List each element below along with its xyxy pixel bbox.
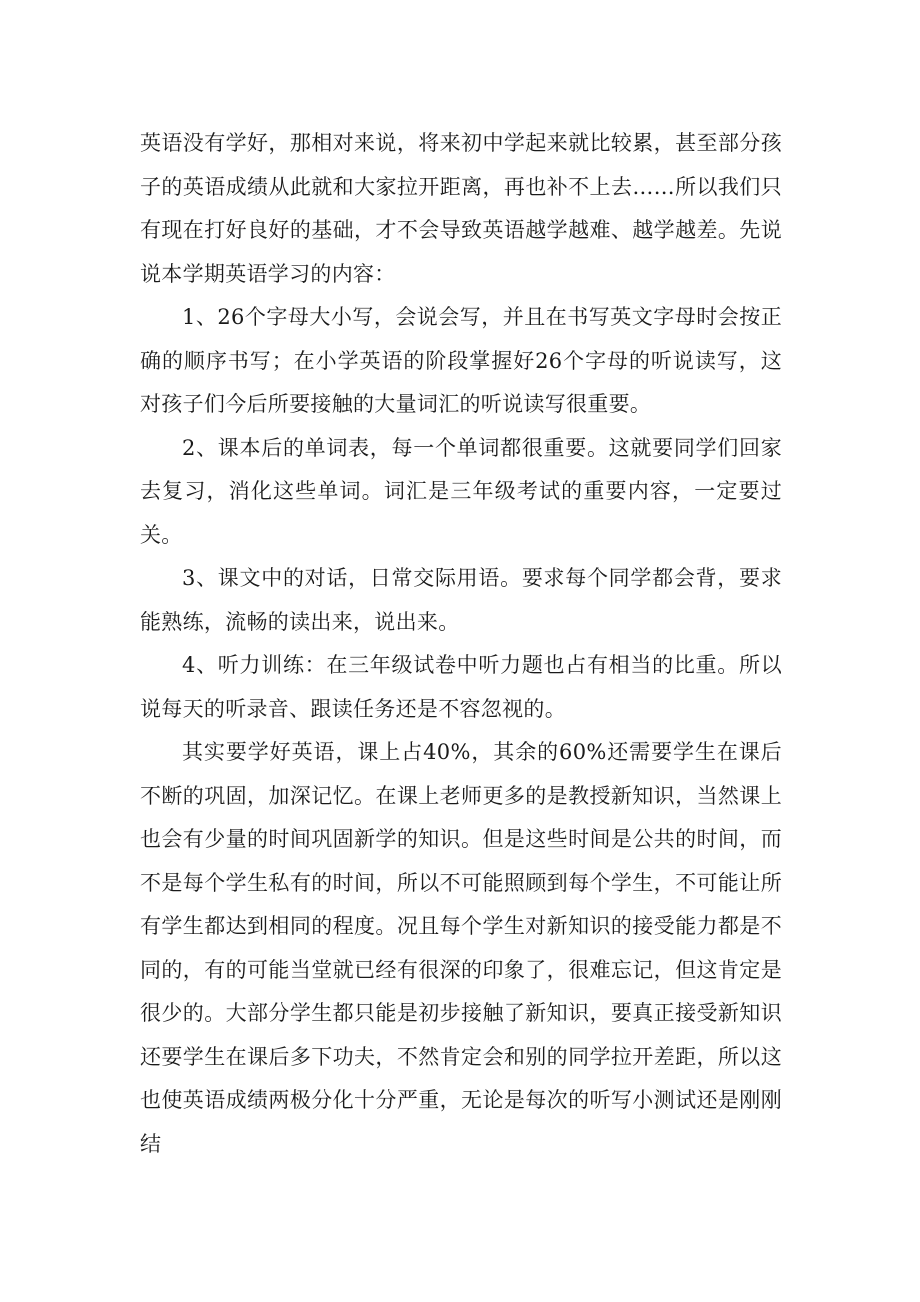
document-body xyxy=(140,122,782,1166)
paragraph-item-1: 1、26个字母大小写，会说会写，并且在书写英文字母时会按正确的顺序书写；在小学英语的阶段掌握好26个字母的听说读写，这对孩子们今后所要接触的大量词汇的听说读写很重要。 xyxy=(140,305,782,416)
paragraph-item-3: 3、课文中的对话，日常交际用语。要求每个同学都会背，要求能熟练，流畅的读出来，说出来。 xyxy=(140,566,782,634)
paragraph-conclusion: 其实要学好英语，课上占40%，其余的60%还需要学生在课后不断的巩固，加深记忆。在课上老师更多的是教授新知识，当然课上也会有少量的时间巩固新学的知识。但是这些时间是公共的时间，而不是每个学生私有的时间，所以不可能照顾到每个学生，不可能让所有学生都达到相同的程度。况且每个学生对新知识的接受能力都是不同的，有的可能当堂就已经有很深的印象了，很难忘记，但这肯定是很少的。大部分学生都只能是初步接触了新知识，要真正接受新知识还要学生在课后多下功夫，不然肯定会和别的同学拉开差距，所以这也使英语成绩两极分化十分严重，无论是每次的听写小测试还是刚刚结 xyxy=(140,740,782,1156)
paragraph-item-2: 2、课本后的单词表，每一个单词都很重要。这就要同学们回家去复习，消化这些单词。词汇是三年级考试的重要内容，一定要过关。 xyxy=(140,435,782,547)
paragraph-intro: 英语没有学好，那相对来说，将来初中学起来就比较累，甚至部分孩子的英语成绩从此就和大家拉开距离，再也补不上去……所以我们只有现在打好良好的基础，才不会导致英语越学越难、越学越差。先说说本学期英语学习的内容： xyxy=(140,131,782,286)
paragraph-item-4: 4、听力训练：在三年级试卷中听力题也占有相当的比重。所以说每天的听录音、跟读任务还是不容忽视的。 xyxy=(140,653,782,721)
